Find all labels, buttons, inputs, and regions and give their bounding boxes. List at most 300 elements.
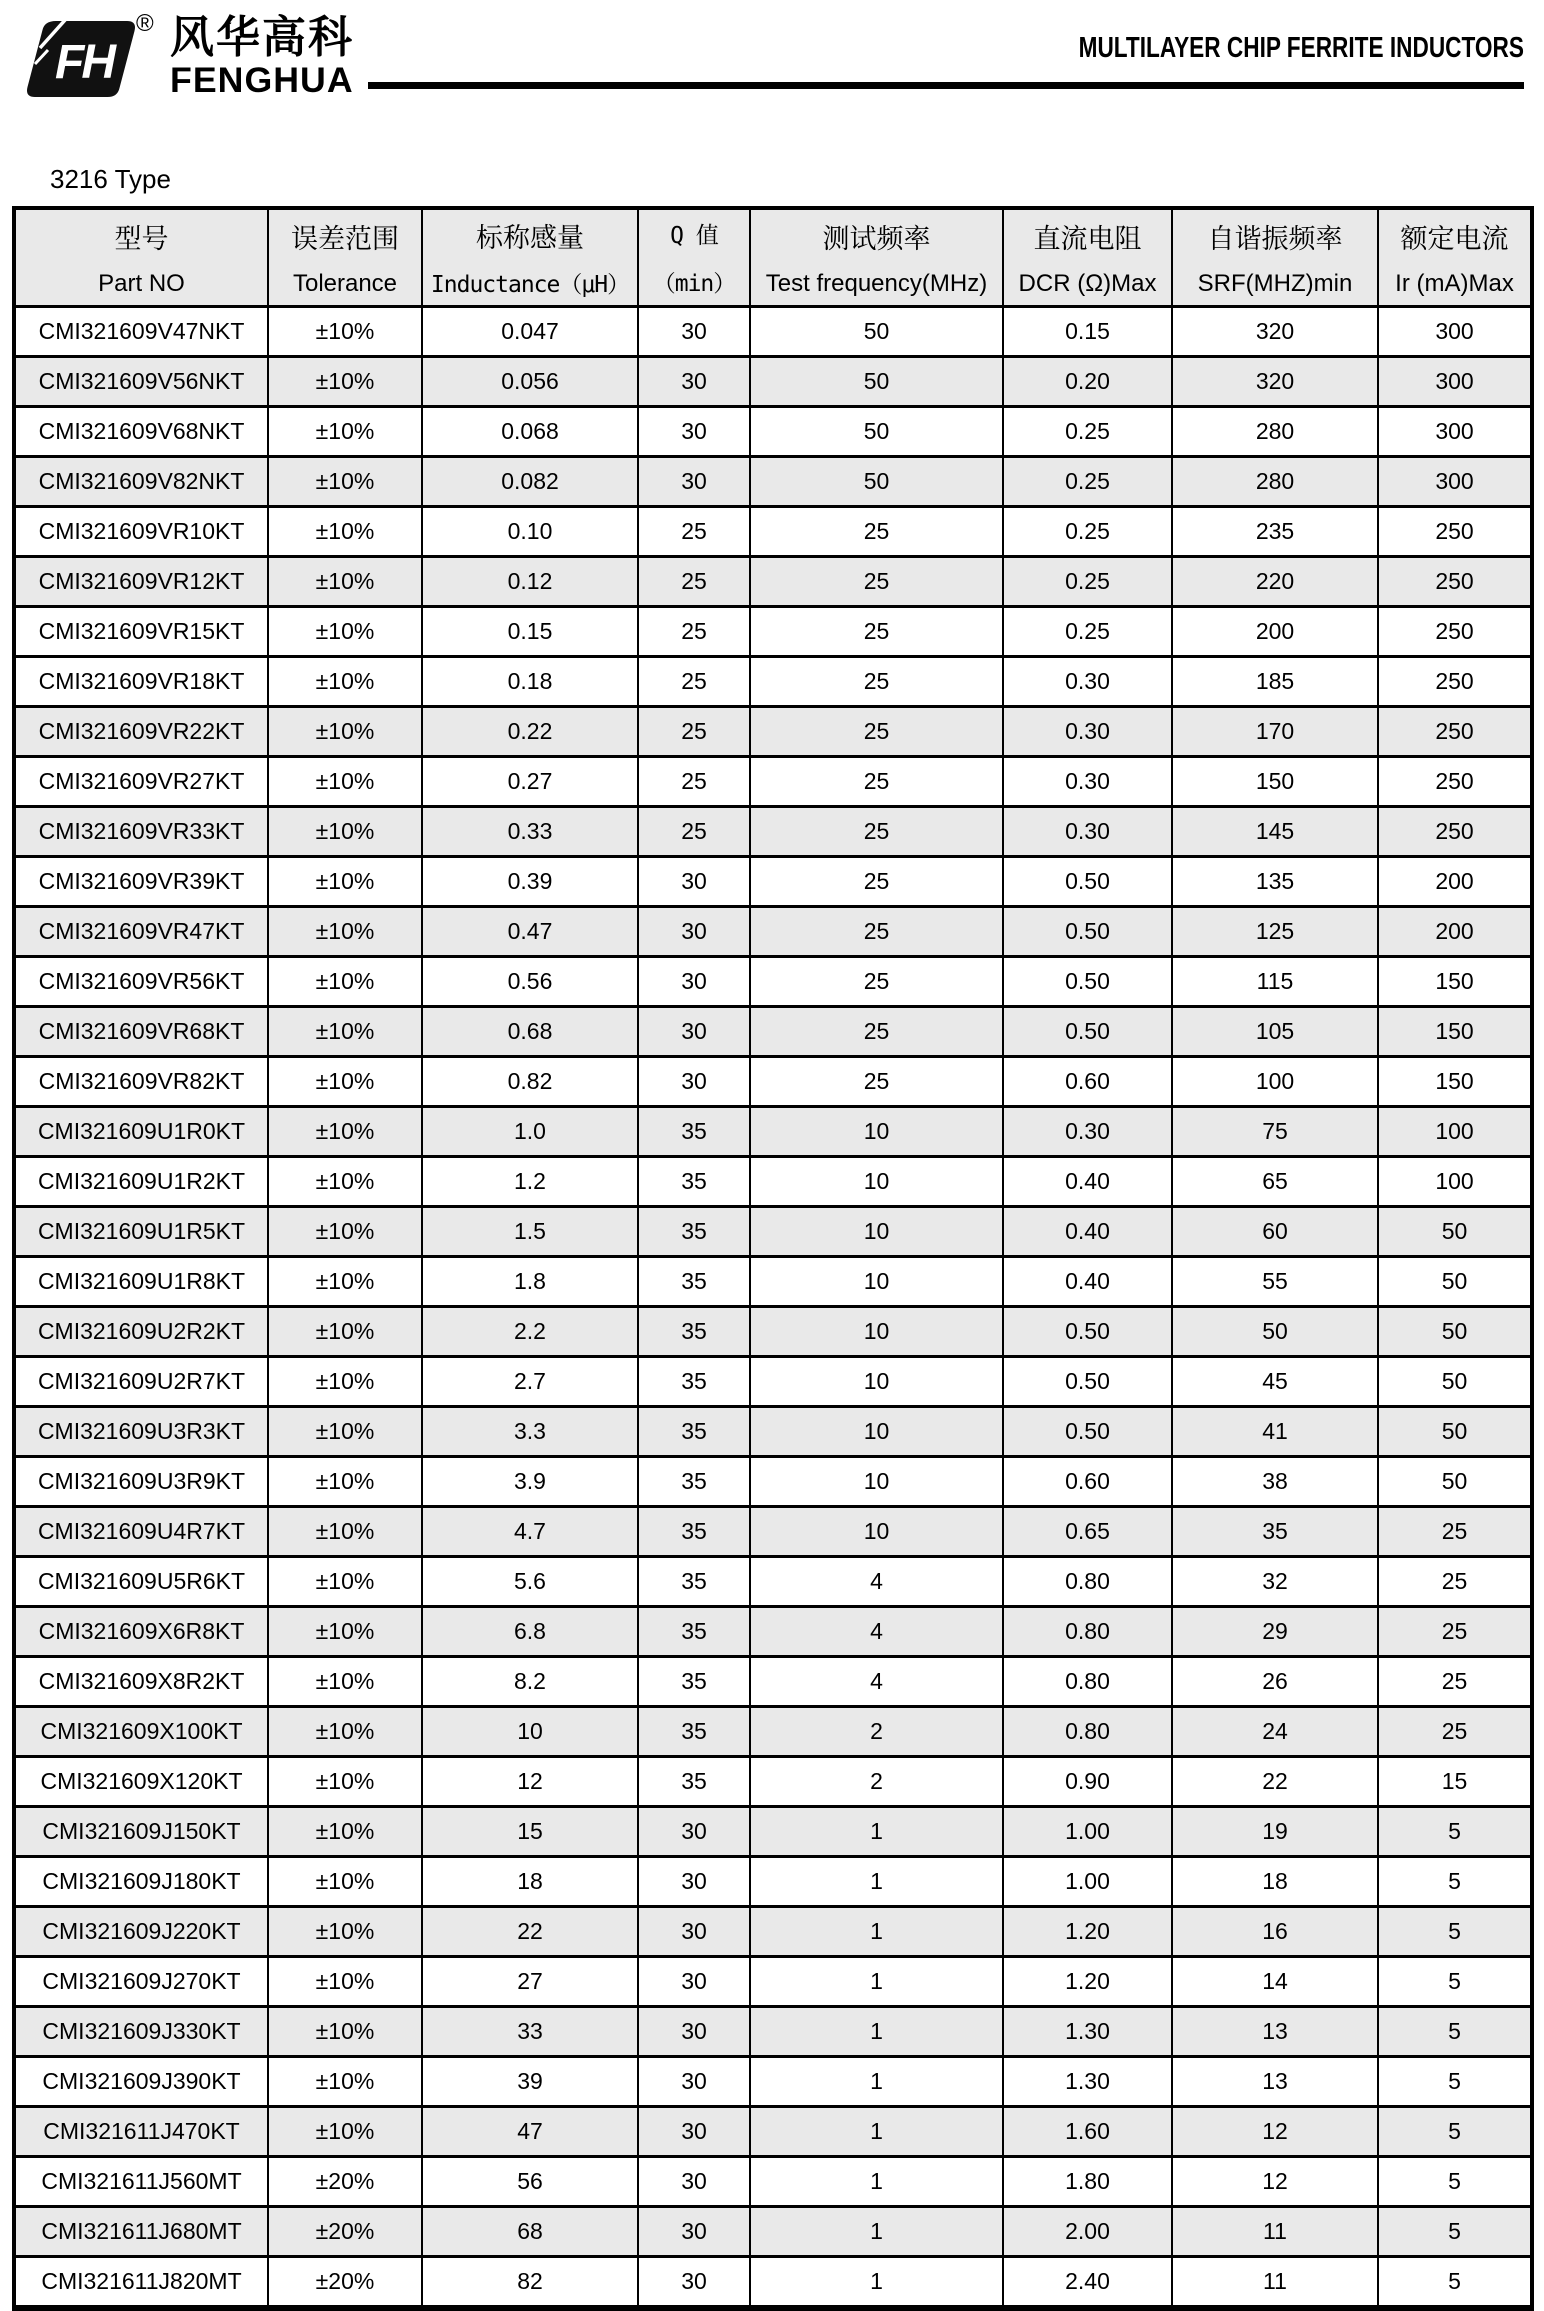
spec-cell: 0.30	[1003, 1107, 1172, 1157]
spec-cell: 1	[750, 1807, 1003, 1857]
part-no-cell: CMI321609U3R3KT	[14, 1407, 268, 1457]
spec-cell: 30	[638, 2057, 750, 2107]
spec-cell: 1	[750, 1857, 1003, 1907]
part-no-cell: CMI321609U1R8KT	[14, 1257, 268, 1307]
spec-cell: 30	[638, 1807, 750, 1857]
table-row	[14, 2157, 1532, 2207]
spec-cell: 32	[1172, 1557, 1378, 1607]
spec-cell: 25	[750, 1057, 1003, 1107]
spec-cell: 25	[638, 757, 750, 807]
spec-cell: 8.2	[422, 1657, 638, 1707]
spec-cell: 50	[750, 457, 1003, 507]
spec-cell: 75	[1172, 1107, 1378, 1157]
spec-cell: 200	[1172, 607, 1378, 657]
column-header	[14, 208, 268, 307]
spec-cell: 1	[750, 2157, 1003, 2207]
spec-cell: 35	[638, 1757, 750, 1807]
spec-cell: 25	[750, 757, 1003, 807]
spec-cell: 0.30	[1003, 757, 1172, 807]
spec-cell: 50	[1378, 1457, 1532, 1507]
spec-cell: 30	[638, 307, 750, 357]
spec-cell: 41	[1172, 1407, 1378, 1457]
table-row	[14, 507, 1532, 557]
spec-cell: 145	[1172, 807, 1378, 857]
spec-cell: 35	[638, 1707, 750, 1757]
spec-cell: 1.5	[422, 1207, 638, 1257]
spec-cell: 5	[1378, 2007, 1532, 2057]
spec-cell: 0.68	[422, 1007, 638, 1057]
spec-cell: 300	[1378, 457, 1532, 507]
spec-cell: 35	[638, 1557, 750, 1607]
spec-cell: ±10%	[268, 457, 422, 507]
spec-cell: 25	[638, 807, 750, 857]
spec-cell: 5	[1378, 2207, 1532, 2257]
table-row	[14, 557, 1532, 607]
spec-cell: ±10%	[268, 1407, 422, 1457]
spec-cell: 10	[750, 1157, 1003, 1207]
column-header-en: Part NO	[98, 270, 185, 297]
spec-cell: 12	[422, 1757, 638, 1807]
spec-cell: 13	[1172, 2007, 1378, 2057]
spec-cell: ±20%	[268, 2257, 422, 2309]
spec-cell: ±10%	[268, 1907, 422, 1957]
spec-cell: 30	[638, 2207, 750, 2257]
spec-cell: 5	[1378, 1857, 1532, 1907]
spec-cell: 14	[1172, 1957, 1378, 2007]
spec-cell: ±10%	[268, 1807, 422, 1857]
spec-cell: 0.082	[422, 457, 638, 507]
spec-cell: 50	[1378, 1257, 1532, 1307]
spec-cell: ±10%	[268, 657, 422, 707]
spec-cell: 1	[750, 2257, 1003, 2309]
table-row	[14, 907, 1532, 957]
column-header-cn: 误差范围	[291, 224, 399, 254]
spec-cell: 5	[1378, 1907, 1532, 1957]
spec-cell: 0.30	[1003, 657, 1172, 707]
spec-cell: 0.47	[422, 907, 638, 957]
spec-cell: ±10%	[268, 557, 422, 607]
spec-cell: 10	[750, 1457, 1003, 1507]
column-header	[750, 208, 1003, 307]
spec-cell: 35	[638, 1507, 750, 1557]
part-no-cell: CMI321609VR10KT	[14, 507, 268, 557]
table-row	[14, 807, 1532, 857]
spec-cell: 1.80	[1003, 2157, 1172, 2207]
spec-cell: ±10%	[268, 1957, 422, 2007]
table-row	[14, 1907, 1532, 1957]
table-row	[14, 1507, 1532, 1557]
spec-cell: 30	[638, 357, 750, 407]
spec-cell: 150	[1172, 757, 1378, 807]
part-no-cell: CMI321609U5R6KT	[14, 1557, 268, 1607]
part-no-cell: CMI321609VR68KT	[14, 1007, 268, 1057]
brand-block	[170, 13, 354, 100]
spec-cell: 18	[1172, 1857, 1378, 1907]
spec-cell: ±10%	[268, 357, 422, 407]
spec-cell: 200	[1378, 857, 1532, 907]
spec-cell: 100	[1378, 1157, 1532, 1207]
part-no-cell: CMI321609U1R5KT	[14, 1207, 268, 1257]
spec-cell: 1.20	[1003, 1957, 1172, 2007]
table-row	[14, 1657, 1532, 1707]
spec-cell: 12	[1172, 2157, 1378, 2207]
spec-cell: 30	[638, 1957, 750, 2007]
spec-cell: ±10%	[268, 1507, 422, 1557]
spec-cell: 0.40	[1003, 1257, 1172, 1307]
part-no-cell: CMI321609V47NKT	[14, 307, 268, 357]
column-header-cn: 自谐振频率	[1207, 224, 1343, 254]
spec-cell: 11	[1172, 2257, 1378, 2309]
spec-cell: 39	[422, 2057, 638, 2107]
spec-cell: 0.50	[1003, 1307, 1172, 1357]
spec-cell: 0.25	[1003, 607, 1172, 657]
spec-cell: 30	[638, 2007, 750, 2057]
spec-cell: 33	[422, 2007, 638, 2057]
part-no-cell: CMI321609J270KT	[14, 1957, 268, 2007]
spec-cell: 35	[638, 1107, 750, 1157]
spec-cell: ±10%	[268, 1257, 422, 1307]
spec-cell: 135	[1172, 857, 1378, 907]
table-row	[14, 1707, 1532, 1757]
part-no-cell: CMI321609U2R2KT	[14, 1307, 268, 1357]
spec-cell: 35	[638, 1407, 750, 1457]
document-title: MULTILAYER CHIP FERRITE INDUCTORS	[1078, 32, 1524, 64]
spec-cell: 0.50	[1003, 1407, 1172, 1457]
section-label: 3216 Type	[50, 164, 171, 194]
spec-cell: ±10%	[268, 957, 422, 1007]
spec-cell: 30	[638, 1057, 750, 1107]
spec-cell: 0.80	[1003, 1607, 1172, 1657]
spec-cell: ±10%	[268, 1007, 422, 1057]
table-row	[14, 2007, 1532, 2057]
spec-cell: ±10%	[268, 1857, 422, 1907]
spec-cell: 0.25	[1003, 507, 1172, 557]
spec-cell: 50	[750, 357, 1003, 407]
part-no-cell: CMI321609V82NKT	[14, 457, 268, 507]
spec-cell: 29	[1172, 1607, 1378, 1657]
spec-cell: 35	[638, 1257, 750, 1307]
spec-cell: 25	[1378, 1707, 1532, 1757]
spec-cell: 60	[1172, 1207, 1378, 1257]
part-no-cell: CMI321609X100KT	[14, 1707, 268, 1757]
spec-cell: 1	[750, 2207, 1003, 2257]
spec-cell: 170	[1172, 707, 1378, 757]
spec-cell: 300	[1378, 357, 1532, 407]
spec-cell: 250	[1378, 557, 1532, 607]
registered-trademark-icon: ®	[136, 10, 154, 37]
column-header-cn: 额定电流	[1400, 224, 1509, 254]
spec-cell: 50	[1378, 1407, 1532, 1457]
spec-cell: 5	[1378, 2107, 1532, 2157]
spec-cell: ±10%	[268, 507, 422, 557]
table-row	[14, 2207, 1532, 2257]
column-header-cn: 标称感量	[476, 222, 584, 253]
part-no-cell: CMI321611J560MT	[14, 2157, 268, 2207]
spec-cell: ±10%	[268, 1707, 422, 1757]
spec-cell: 25	[638, 507, 750, 557]
spec-cell: 280	[1172, 407, 1378, 457]
spec-cell: 0.30	[1003, 807, 1172, 857]
spec-cell: 25	[638, 607, 750, 657]
spec-cell: 5	[1378, 1807, 1532, 1857]
spec-cell: ±10%	[268, 1557, 422, 1607]
spec-cell: 1	[750, 1957, 1003, 2007]
spec-cell: 25	[750, 957, 1003, 1007]
table-row	[14, 957, 1532, 1007]
spec-cell: 0.20	[1003, 357, 1172, 407]
spec-cell: 0.50	[1003, 907, 1172, 957]
column-header	[1172, 208, 1378, 307]
table-row	[14, 407, 1532, 457]
table-row	[14, 1557, 1532, 1607]
fenghua-logo-icon	[26, 18, 138, 105]
spec-cell: 25	[750, 557, 1003, 607]
table-row	[14, 1807, 1532, 1857]
part-no-cell: CMI321611J470KT	[14, 2107, 268, 2157]
spec-cell: 0.56	[422, 957, 638, 1007]
spec-cell: ±10%	[268, 857, 422, 907]
spec-cell: 30	[638, 2157, 750, 2207]
spec-cell: 30	[638, 2257, 750, 2309]
spec-cell: ±10%	[268, 2107, 422, 2157]
inductor-spec-table	[12, 206, 1534, 2311]
spec-cell: 11	[1172, 2207, 1378, 2257]
brand-name-en: FENGHUA	[170, 61, 354, 100]
spec-cell: ±10%	[268, 1757, 422, 1807]
spec-cell: 0.65	[1003, 1507, 1172, 1557]
part-no-cell: CMI321609J180KT	[14, 1857, 268, 1907]
spec-cell: 25	[1378, 1507, 1532, 1557]
spec-cell: 50	[1378, 1307, 1532, 1357]
spec-cell: 35	[638, 1357, 750, 1407]
table-row	[14, 757, 1532, 807]
spec-cell: 250	[1378, 707, 1532, 757]
spec-cell: 105	[1172, 1007, 1378, 1057]
table-row	[14, 357, 1532, 407]
spec-cell: 0.40	[1003, 1207, 1172, 1257]
column-header-en: Ir (mA)Max	[1395, 270, 1514, 297]
spec-cell: 0.047	[422, 307, 638, 357]
spec-cell: 25	[750, 907, 1003, 957]
part-no-cell: CMI321609VR56KT	[14, 957, 268, 1007]
part-no-cell: CMI321609V56NKT	[14, 357, 268, 407]
spec-cell: 125	[1172, 907, 1378, 957]
spec-cell: 1.30	[1003, 2007, 1172, 2057]
spec-cell: 50	[1378, 1357, 1532, 1407]
spec-cell: 35	[638, 1207, 750, 1257]
spec-cell: 10	[750, 1507, 1003, 1557]
table-row	[14, 857, 1532, 907]
table-row	[14, 657, 1532, 707]
spec-cell: 0.40	[1003, 1157, 1172, 1207]
spec-cell: 200	[1378, 907, 1532, 957]
svg-text:FH: FH	[55, 36, 113, 89]
spec-cell: 10	[750, 1407, 1003, 1457]
spec-cell: 150	[1378, 1007, 1532, 1057]
spec-cell: 0.12	[422, 557, 638, 607]
spec-cell: ±10%	[268, 757, 422, 807]
spec-cell: 300	[1378, 407, 1532, 457]
table-header-row	[14, 208, 1532, 307]
spec-cell: 22	[422, 1907, 638, 1957]
table-row	[14, 2257, 1532, 2309]
part-no-cell: CMI321609VR18KT	[14, 657, 268, 707]
table-row	[14, 1057, 1532, 1107]
spec-cell: 0.25	[1003, 407, 1172, 457]
column-header-en: Inductance（μH）	[430, 272, 630, 299]
spec-cell: 25	[1378, 1657, 1532, 1707]
column-header-cn: 型号	[114, 224, 169, 254]
column-header	[268, 208, 422, 307]
spec-cell: 4	[750, 1607, 1003, 1657]
table-row	[14, 1857, 1532, 1907]
spec-cell: 280	[1172, 457, 1378, 507]
spec-cell: ±10%	[268, 407, 422, 457]
spec-cell: ±10%	[268, 1057, 422, 1107]
spec-cell: 25	[638, 657, 750, 707]
spec-cell: 0.056	[422, 357, 638, 407]
spec-cell: 35	[638, 1457, 750, 1507]
spec-cell: 25	[1378, 1607, 1532, 1657]
table-row	[14, 457, 1532, 507]
spec-cell: ±10%	[268, 1157, 422, 1207]
column-header	[422, 208, 638, 307]
table-row	[14, 1207, 1532, 1257]
header-rule	[368, 82, 1524, 89]
spec-cell: 10	[750, 1207, 1003, 1257]
spec-cell: 6.8	[422, 1607, 638, 1657]
spec-cell: 27	[422, 1957, 638, 2007]
spec-cell: 0.27	[422, 757, 638, 807]
table-row	[14, 707, 1532, 757]
spec-cell: ±10%	[268, 2007, 422, 2057]
spec-cell: 1.2	[422, 1157, 638, 1207]
part-no-cell: CMI321609U2R7KT	[14, 1357, 268, 1407]
table-row	[14, 1607, 1532, 1657]
spec-cell: ±10%	[268, 2057, 422, 2107]
spec-cell: 12	[1172, 2107, 1378, 2157]
column-header-en: DCR (Ω)Max	[1018, 270, 1157, 297]
spec-cell: 185	[1172, 657, 1378, 707]
spec-cell: 47	[422, 2107, 638, 2157]
spec-cell: ±10%	[268, 1307, 422, 1357]
spec-cell: 26	[1172, 1657, 1378, 1707]
spec-cell: 2	[750, 1757, 1003, 1807]
spec-cell: 10	[750, 1107, 1003, 1157]
spec-cell: 0.50	[1003, 957, 1172, 1007]
spec-cell: ±10%	[268, 1657, 422, 1707]
spec-cell: 55	[1172, 1257, 1378, 1307]
column-header	[1003, 208, 1172, 307]
spec-cell: 15	[422, 1807, 638, 1857]
spec-cell: 4.7	[422, 1507, 638, 1557]
spec-cell: 30	[638, 857, 750, 907]
spec-cell: 10	[422, 1707, 638, 1757]
spec-cell: 250	[1378, 507, 1532, 557]
spec-cell: 2.00	[1003, 2207, 1172, 2257]
spec-cell: ±10%	[268, 1457, 422, 1507]
spec-cell: 320	[1172, 307, 1378, 357]
spec-cell: 250	[1378, 607, 1532, 657]
column-header-cn: 直流电阻	[1033, 224, 1142, 254]
spec-cell: 35	[638, 1157, 750, 1207]
spec-cell: 1.00	[1003, 1857, 1172, 1907]
spec-cell: 35	[638, 1657, 750, 1707]
spec-cell: ±10%	[268, 307, 422, 357]
part-no-cell: CMI321609X6R8KT	[14, 1607, 268, 1657]
spec-cell: ±10%	[268, 807, 422, 857]
spec-cell: 0.50	[1003, 1357, 1172, 1407]
part-no-cell: CMI321609VR27KT	[14, 757, 268, 807]
table-row	[14, 1257, 1532, 1307]
spec-cell: ±20%	[268, 2157, 422, 2207]
table-row	[14, 1157, 1532, 1207]
spec-cell: 1.30	[1003, 2057, 1172, 2107]
spec-cell: 25	[750, 1007, 1003, 1057]
part-no-cell: CMI321609J390KT	[14, 2057, 268, 2107]
spec-cell: ±10%	[268, 1107, 422, 1157]
spec-cell: 0.18	[422, 657, 638, 707]
table-row	[14, 1757, 1532, 1807]
table-row	[14, 1957, 1532, 2007]
column-header-en: Test frequency(MHz)	[765, 270, 988, 297]
spec-cell: 30	[638, 457, 750, 507]
spec-cell: 2	[750, 1707, 1003, 1757]
page-header	[0, 0, 1544, 100]
spec-cell: 3.9	[422, 1457, 638, 1507]
spec-cell: 82	[422, 2257, 638, 2309]
spec-cell: 25	[750, 857, 1003, 907]
column-header-en: （min）	[652, 270, 736, 297]
spec-cell: 16	[1172, 1907, 1378, 1957]
spec-cell: 18	[422, 1857, 638, 1907]
spec-cell: ±10%	[268, 707, 422, 757]
spec-cell: 0.068	[422, 407, 638, 457]
spec-cell: 24	[1172, 1707, 1378, 1757]
spec-cell: 100	[1172, 1057, 1378, 1107]
spec-cell: 30	[638, 1857, 750, 1907]
brand-name-cn: 风华高科	[170, 13, 354, 62]
spec-cell: 25	[750, 657, 1003, 707]
spec-cell: 1	[750, 1907, 1003, 1957]
spec-cell: 13	[1172, 2057, 1378, 2107]
spec-cell: 10	[750, 1257, 1003, 1307]
column-header	[1378, 208, 1532, 307]
spec-cell: ±10%	[268, 1357, 422, 1407]
part-no-cell: CMI321609V68NKT	[14, 407, 268, 457]
spec-cell: 5	[1378, 2157, 1532, 2207]
spec-cell: 30	[638, 907, 750, 957]
spec-cell: 250	[1378, 757, 1532, 807]
spec-cell: 0.25	[1003, 557, 1172, 607]
column-header-en: SRF(MHZ)min	[1197, 270, 1353, 297]
spec-cell: 5	[1378, 2057, 1532, 2107]
spec-cell: ±10%	[268, 1607, 422, 1657]
spec-cell: 0.82	[422, 1057, 638, 1107]
spec-cell: 50	[1172, 1307, 1378, 1357]
spec-cell: 4	[750, 1657, 1003, 1707]
spec-cell: 3.3	[422, 1407, 638, 1457]
part-no-cell: CMI321609U1R0KT	[14, 1107, 268, 1157]
spec-cell: 0.22	[422, 707, 638, 757]
spec-cell: 22	[1172, 1757, 1378, 1807]
spec-cell: 0.10	[422, 507, 638, 557]
table-row	[14, 2107, 1532, 2157]
spec-cell: 5.6	[422, 1557, 638, 1607]
spec-cell: 300	[1378, 307, 1532, 357]
spec-cell: 25	[638, 557, 750, 607]
spec-cell: 1	[750, 2107, 1003, 2157]
